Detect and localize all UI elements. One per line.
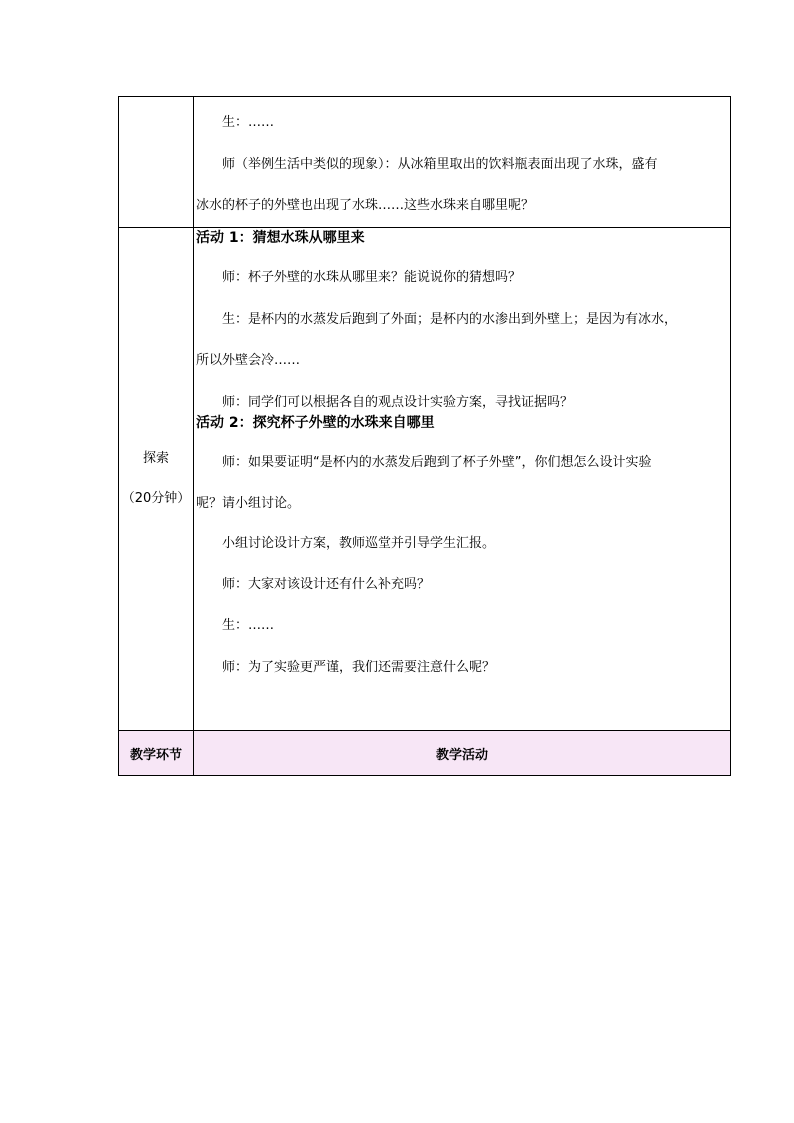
stage-duration: （20分钟） bbox=[121, 491, 191, 506]
table-row bbox=[119, 228, 731, 731]
activity-title: 活动 2：探究杯子外壁的水珠来自哪里 bbox=[196, 415, 435, 431]
dialogue-line: 师：如果要证明“是杯内的水蒸发后跑到了杯子外壁”，你们想怎么设计实验 bbox=[222, 455, 652, 470]
dialogue-line: 师：大家对该设计还有什么补充吗？ bbox=[222, 577, 431, 592]
dialogue-line: 师：同学们可以根据各自的观点设计实验方案，寻找证据吗？ bbox=[222, 395, 574, 410]
activity-cell bbox=[194, 97, 731, 228]
table-header-row bbox=[119, 731, 731, 776]
dialogue-line: 生：是杯内的水蒸发后跑到了外面；是杯内的水渗出到外壁上；是因为有冰水， bbox=[222, 312, 678, 327]
dialogue-line: 生：…… bbox=[222, 115, 275, 130]
dialogue-line: 师：为了实验更严谨，我们还需要注意什么呢？ bbox=[222, 660, 496, 675]
table-row bbox=[119, 97, 731, 228]
stage-cell bbox=[119, 97, 194, 228]
header-stage-cell: 教学环节 bbox=[119, 731, 194, 776]
dialogue-line: 生：…… bbox=[222, 618, 275, 633]
dialogue-line-continued: 所以外壁会冷…… bbox=[196, 353, 301, 368]
dialogue-line-continued: 呢？请小组讨论。 bbox=[196, 496, 301, 511]
activity-cell bbox=[194, 228, 731, 731]
dialogue-line: 师（举例生活中类似的现象）：从冰箱里取出的饮料瓶表面出现了水珠，盛有 bbox=[222, 157, 658, 172]
stage-cell bbox=[119, 228, 194, 731]
activity-title: 活动 1：猜想水珠从哪里来 bbox=[196, 230, 365, 246]
stage-name: 探索 bbox=[142, 451, 169, 466]
dialogue-line-continued: 冰水的杯子的外壁也出现了水珠……这些水珠来自哪里呢？ bbox=[196, 198, 535, 213]
header-activity-cell: 教学活动 bbox=[194, 731, 731, 776]
lesson-plan-table bbox=[118, 96, 731, 776]
dialogue-line: 小组讨论设计方案，教师巡堂并引导学生汇报。 bbox=[222, 536, 496, 551]
dialogue-line: 师：杯子外壁的水珠从哪里来？能说说你的猜想吗？ bbox=[222, 270, 522, 285]
